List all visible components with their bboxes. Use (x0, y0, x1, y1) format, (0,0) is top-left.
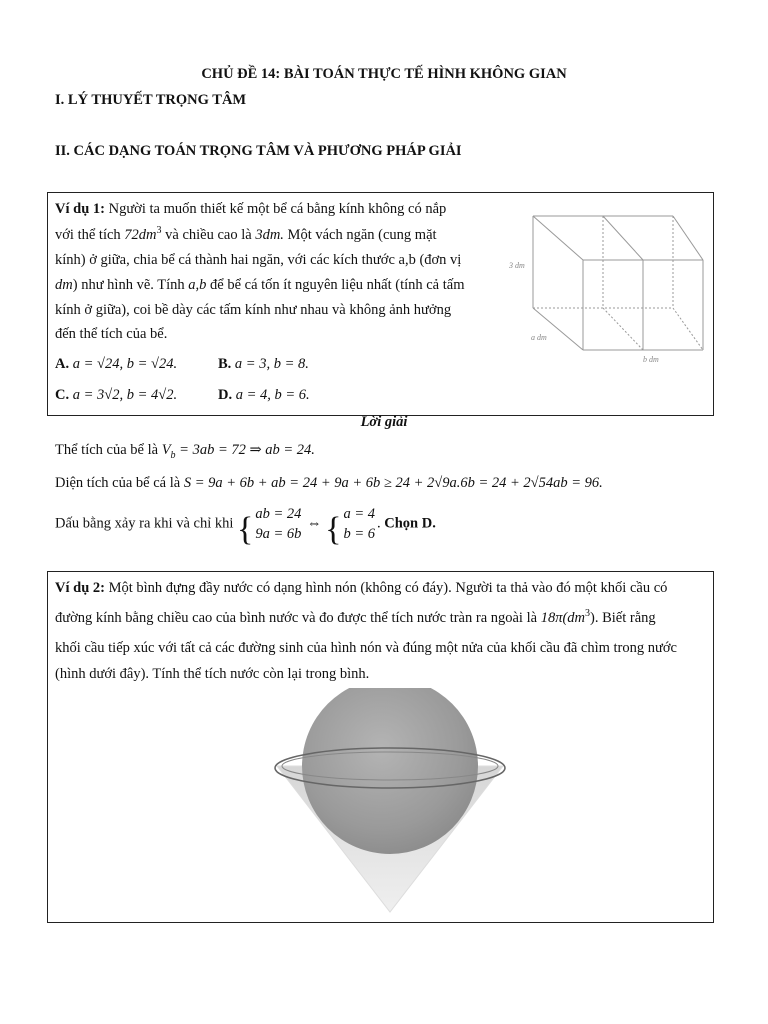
page-title: CHỦ ĐỀ 14: BÀI TOÁN THỰC TẾ HÌNH KHÔNG GIAN (201, 66, 567, 82)
option-b-label: B. (218, 356, 232, 372)
ex2-text-1: Một bình đựng đầy nước có dạng hình nón (không có đáy). Người ta thả vào đó một khối cầu có (108, 580, 668, 596)
option-c-text: a = 3√2, b = 4√2. (72, 387, 178, 403)
fig-label-b: b dm (643, 355, 659, 364)
option-b-text: a = 3, b = 8. (234, 356, 309, 372)
system-left (255, 504, 301, 544)
ex1-text-4b: ) như hình vẽ. Tính (72, 277, 189, 293)
ex1-line-1 (55, 199, 496, 219)
ex1-text-6: đến thể tích của bể. (55, 326, 168, 342)
sol-equation-2: S = 9a + 6b + ab = 24 + 9a + 6b ≥ 24 + 2√9a.6b = 24 + 2√54ab = 96. (183, 475, 603, 491)
ex2-text-2a: đường kính bằng chiều cao của bình nước và đo được thể tích nước tràn ra ngoài là (55, 610, 541, 626)
ex1-text-2e: Một vách ngăn (cung mặt (283, 227, 437, 243)
ex2-label: Ví dụ 2: (55, 580, 105, 596)
fig-label-a: a dm (531, 333, 547, 342)
ex2-overflow-volume: 18π (540, 610, 563, 626)
ex1-height: 3dm. (255, 227, 284, 243)
sol-text-2a: Diện tích của bể cá là (55, 475, 184, 491)
ex1-text-5: kính ở giữa), coi bề dày các tấm kính như nhau và không ảnh hưởng (55, 302, 452, 318)
ex1-option-b (218, 354, 309, 374)
sol-text-1a: Thể tích của bể là (55, 442, 162, 458)
ex1-vars: a,b (188, 277, 207, 293)
ex1-option-d (218, 385, 310, 405)
solution-line-3: Dấu bằng xảy ra khi và chỉ khi { ab = 24 9a = 6b ⇔ { a = 4 b = 6 . Chọn D. (55, 506, 436, 548)
system-right-eq-1: a = 4 (343, 506, 376, 522)
aquarium-figure (503, 198, 708, 368)
ex2-line-1 (55, 578, 667, 598)
system-left-eq-1: ab = 24 (255, 506, 302, 522)
fig-label-height: 3 dm (509, 261, 525, 270)
sol-text-3a: Dấu bằng xảy ra khi và chỉ khi (55, 515, 238, 532)
ex1-line-5 (55, 300, 451, 320)
ex1-line-3 (55, 250, 461, 270)
ex1-line-6 (55, 324, 167, 344)
answer-choice: Chọn D. (384, 515, 436, 532)
ex1-text-2c: và chiều cao là (161, 227, 256, 243)
option-a-label: A. (55, 356, 70, 372)
option-d-text: a = 4, b = 6. (235, 387, 310, 403)
system-right-eq-2: b = 6 (343, 526, 376, 542)
ex2-line-3 (55, 638, 677, 658)
option-d-label: D. (218, 387, 233, 403)
system-left-eq-2: 9a = 6b (255, 526, 302, 542)
ex1-text-4d: để bể cá tốn ít nguyên liệu nhất (tính cả tấm (206, 277, 465, 293)
sol-volume-sub: b (170, 449, 176, 461)
system-right (343, 504, 375, 544)
ex1-line-2: với thể tích $72dm^3$ và chiều cao là 3dm. Một vách ngăn (cung mặt (55, 225, 437, 243)
ex1-volume: 72dm (124, 227, 157, 243)
solution-line-1 (55, 440, 315, 460)
sol-equation-1: = 3ab = 72 ⇒ ab = 24. (175, 442, 315, 458)
section-heading-problems: II. CÁC DẠNG TOÁN TRỌNG TÂM VÀ PHƯƠNG PHÁP GIẢI (55, 143, 462, 159)
equivalence-symbol: ⇔ (307, 515, 322, 532)
ex1-line-4 (55, 275, 465, 295)
ex2-text-2d: ). Biết rằng (590, 610, 656, 626)
ex2-line-4 (55, 664, 369, 684)
ex1-option-a (55, 354, 177, 374)
ex1-option-c (55, 385, 177, 405)
ex1-unit: dm (55, 277, 73, 293)
ex2-unit: (dm (562, 610, 586, 626)
section-heading-theory: I. LÝ THUYẾT TRỌNG TÂM (55, 92, 247, 108)
solution-title: Lời giải (360, 414, 408, 430)
sol-volume-symbol: V (161, 442, 171, 458)
ex1-text-3: kính) ở giữa, chia bể cá thành hai ngăn, với các kích thước a,b (đơn vị (55, 252, 462, 268)
ex1-text-1: Người ta muốn thiết kế một bể cá bằng kính không có nắp (108, 201, 447, 217)
option-c-label: C. (55, 387, 70, 403)
option-a-text: a = √24, b = √24. (72, 356, 178, 372)
sphere-cone-figure (265, 688, 515, 916)
solution-line-2 (55, 473, 603, 493)
ex2-text-4: (hình dưới đây). Tính thể tích nước còn lại trong bình. (55, 666, 370, 682)
ex2-text-3: khối cầu tiếp xúc với tất cả các đường sinh của hình nón và đúng một nửa của khối cầu đã chìm trong nước (55, 640, 677, 656)
sol-dot: . (377, 515, 381, 532)
ex1-text-2a: với thể tích (55, 227, 125, 243)
ex2-line-2: đường kính bằng chiều cao của bình nước và đo được thể tích nước tràn ra ngoài là $18\pi(dm^3)$. Biết rằng (55, 608, 656, 626)
ex1-label: Ví dụ 1: (55, 201, 105, 217)
